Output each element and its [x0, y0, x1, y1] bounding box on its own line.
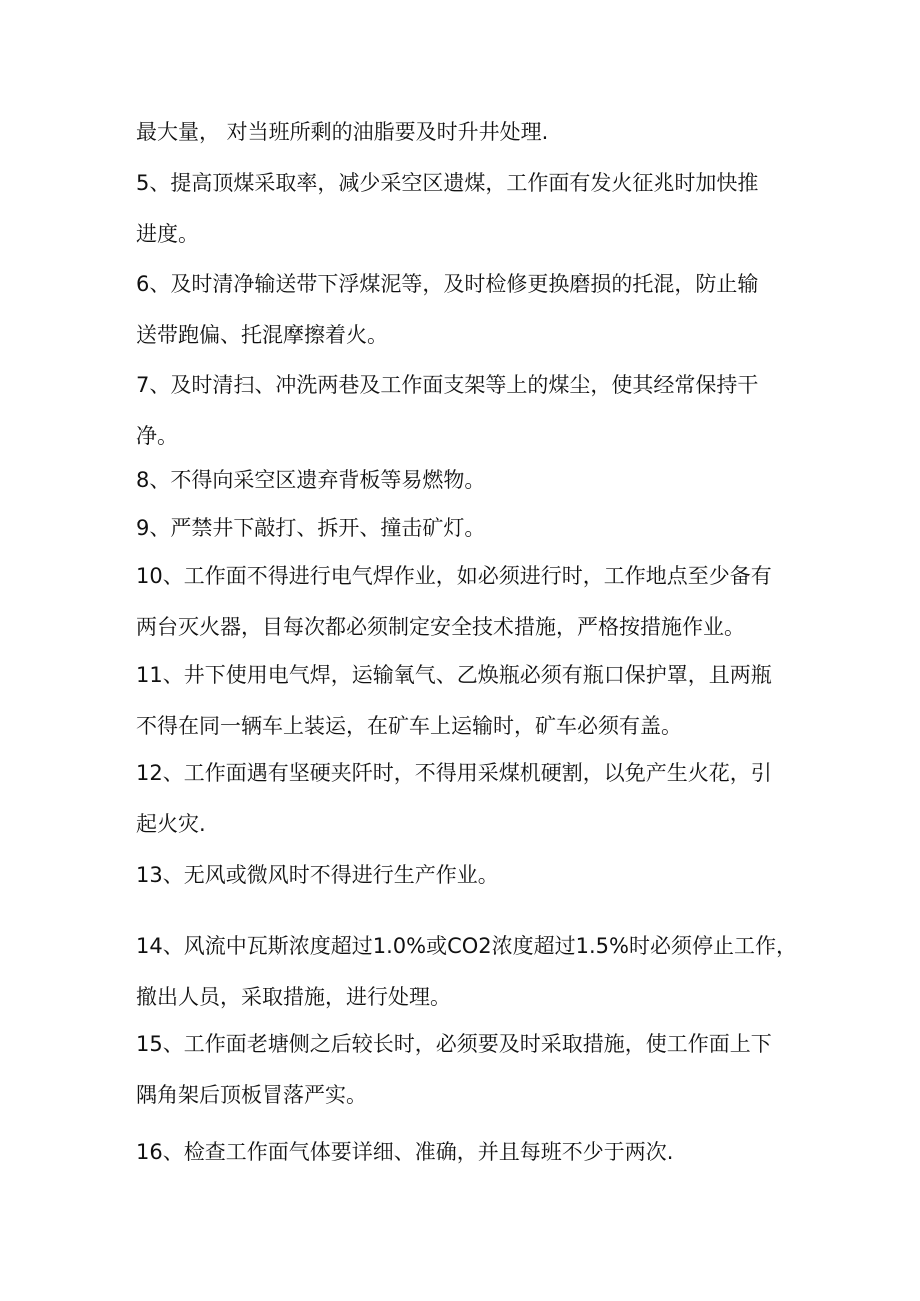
paragraph-item-9 [136, 503, 796, 554]
text-line: 起火灾. [136, 812, 206, 836]
paragraph-item-10 [136, 551, 796, 653]
paragraph-item-14 [136, 921, 796, 1023]
text-line: 11、井下使用电气焊，运输氧气、乙焕瓶必须有瓶口保护罩，且两瓶 [136, 663, 772, 687]
text-line: 10、工作面不得进行电气焊作业，如必须进行时，工作地点至少备有 [136, 564, 772, 588]
paragraph-item-11 [136, 650, 796, 752]
text-line: 两台灭火器，目每次都必须制定安全技术措施，严格按措施作业。 [136, 615, 745, 639]
paragraph-item-16 [136, 1127, 796, 1178]
paragraph-item-7 [136, 360, 796, 462]
paragraph-item-5 [136, 158, 796, 260]
text-line: 不得在同一辆车上装运，在矿车上运输时，矿车必须有盖。 [136, 714, 682, 738]
text-line: 9、严禁井下敲打、拆开、撞击矿灯。 [136, 516, 486, 540]
text-line: 15、工作面老塘侧之后较长时，必须要及时采取措施，使工作面上下 [136, 1032, 772, 1056]
text-line: 净。 [136, 424, 178, 448]
text-line: 送带跑偏、托混摩擦着火。 [136, 323, 388, 347]
paragraph-item-13 [136, 850, 796, 901]
paragraph-item-8 [136, 455, 796, 506]
text-line: 进度。 [136, 222, 199, 246]
paragraph-item-6 [136, 259, 796, 361]
text-line: 16、检查工作面气体要详细、准确，并且每班不少于两次. [136, 1140, 674, 1164]
paragraph-item-12 [136, 748, 796, 850]
text-line: 6、及时清净输送带下浮煤泥等，及时检修更换磨损的托混，防止输 [136, 272, 759, 296]
text-line: 最大量， 对当班所剩的油脂要及时升井处理. [136, 120, 549, 144]
text-line: 14、风流中瓦斯浓度超过1.0%或CO2浓度超过1.5%时必须停止工作， [136, 934, 797, 958]
text-line: 7、及时清扫、冲洗两巷及工作面支架等上的煤尘，使其经常保持干 [136, 373, 759, 397]
paragraph-item-15 [136, 1019, 796, 1121]
text-line: 5、提高顶煤采取率，减少采空区遗煤，工作面有发火征兆时加快推 [136, 171, 759, 195]
text-line: 隅角架后顶板冒落严实。 [136, 1083, 367, 1107]
text-line: 13、无风或微风时不得进行生产作业。 [136, 863, 499, 887]
text-line: 撤出人员，采取措施，进行处理。 [136, 985, 451, 1009]
paragraph-continuation [136, 107, 796, 158]
text-line: 8、不得向采空区遗弃背板等易燃物。 [136, 468, 486, 492]
text-line: 12、工作面遇有坚硬夹阡时，不得用采煤机硬割，以免产生火花，引 [136, 761, 772, 785]
